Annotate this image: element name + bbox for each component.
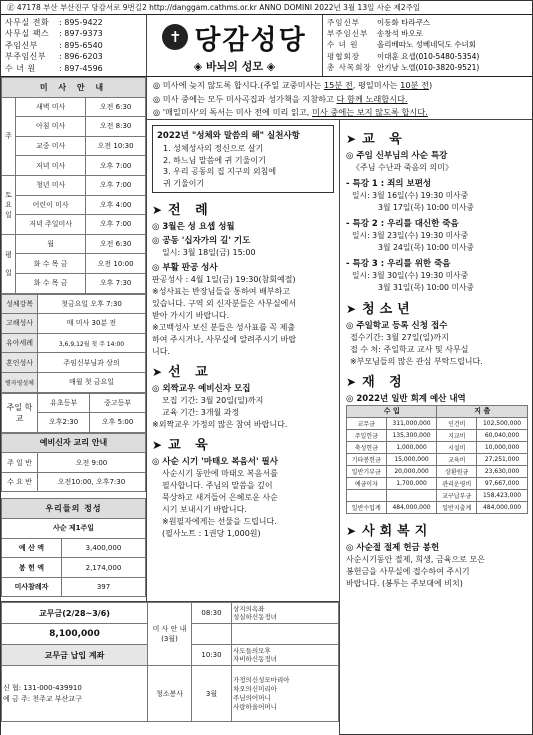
header-address-text: ㊣ 47178 부산 부산진구 당감서로 9번길2 http://danggam.cathms.or.kr ANNO DOMINI 2022년 3월 13일 사순 제2주일: [7, 3, 421, 12]
table-row: 오후2:30 오후 5:00: [2, 413, 146, 433]
notice-line: ◎ 미사 중에는 모두 미사곡집과 성가책을 지참하고 다 함께 노래합시다.: [153, 93, 408, 104]
bottom-block: [1, 601, 340, 735]
table-row: 유아세례 3,6,9,12월 첫 주 14:00: [2, 333, 146, 353]
budget-table: 수 입 지 출 교무금 311,000,000 인건비 102,500,000 주일헌금 135,300,000 지교비 60,040,000 축성헌금 1,000,000 시설비 10,000,000 기타봉헌금 15,000,000 교육비 27,251,000 일반기부금 20,000,000 상환원금 23,630,000 예금이자 1,700,000 관리운영비 97,667,000 교구납부금 158,423,000 일반수입계 484,000,000 일반지출계 484,000,000: [346, 405, 528, 514]
table-row: 혼인성사 주임신부님과 상의: [2, 353, 146, 373]
staff-row: 주임신부 이동화 타라쿠스: [327, 18, 431, 27]
contact-info: [1, 15, 147, 76]
table-row: 성체강복 첫금요일 오후 7:30: [2, 294, 146, 314]
table-row: 병자영성체 매월 첫 금요일: [2, 372, 146, 392]
arrow-icon: ➤: [346, 301, 357, 316]
table-row: 교무금(2/28~3/6) 미 사 안 내 (3월) 08:30 상지의옥좌 성실하신동정녀: [2, 603, 339, 624]
contact-row: 주임신부 : 895-6540: [5, 40, 103, 50]
catechumen-table: 예비신자 교리 안내 주 일 반 오전 9:00 수 요 반 오전10:00, 오후7:30: [1, 433, 146, 493]
arrow-icon: ➤: [152, 203, 163, 217]
table-row: 일반수입계 484,000,000 일반지출계 484,000,000: [347, 501, 528, 513]
mass-notices: [147, 77, 532, 120]
table-row: 화 수 목 금 오전 10:00: [2, 254, 146, 274]
staff-row: 수 녀 원 올리베따노 성베네딕도 수녀회: [327, 40, 476, 50]
welfare-heading: ➤ 사회복지: [346, 523, 433, 539]
table-row: 주일 학교 유초등부 중고등부: [2, 393, 146, 413]
parish-subtitle: ◈ 바뇌의 성모 ◈: [193, 59, 276, 73]
contact-row: 사무실 팩스 : 897-9373: [5, 29, 103, 39]
table-row: 예 산 액 3,400,000: [2, 538, 146, 558]
arrow-icon: ➤: [346, 374, 357, 389]
staff-row: 평협회장 이대훈 요셉(010-5480-5354): [327, 51, 480, 61]
staff-row: 총 사목회장 안기남 노엘(010-3820-9521): [327, 62, 480, 72]
sunday-school-table: [1, 393, 146, 433]
table-row: 화 수 목 금 오후 7:30: [2, 273, 146, 293]
theme-box: 2022년 "성체와 말씀의 해" 실천사항 1. 성체성사의 정신으로 살기 2. 하느님 말씀에 귀 기울이기 3. 우리 공동의 집 지구의 외침에 귀 기울이기: [152, 125, 334, 193]
table-row: 수 요 반 오전10:00, 오후7:30: [2, 472, 146, 492]
finance-heading: ➤ 재 정: [346, 374, 407, 390]
table-row: 저녁 미사 오후 7:00: [2, 156, 146, 176]
table-row: 일반기부금 20,000,000 상환원금 23,630,000: [347, 465, 528, 477]
cross-logo-icon: ✝: [162, 24, 188, 50]
table-row: 8,100,000: [2, 624, 339, 645]
table-row: 주일헌금 135,300,000 지교비 60,040,000: [347, 429, 528, 441]
column-right: ➤ 교 육 ◎ 주임 신부님의 사순 특강 《주님 수난과 죽음의 의미》 - 특강 1 : 죄의 보편성 일시: 3월 16일(수) 19:30 미사중 3월 17일(목) 10:00 미사중 - 특강 2 : 우리를 대신한 죽음 일시: 3월 23일(수) 19:30 미사중 3월 24일(목) 10:00 미사중 - 특강 3 : 우리를 위한 죽음 일시: 3월 30일(수) 19:30 미사중 3월 31일(목) 10:00 미사중 ➤ 청소년 ◎ 주일학교 등록 신청 접수 접수기간: 3월 27일(일)까지 접 수 처: 주일학교 교사 및 사무실 ※부모님들의 많은 관심 부탁드립니다. ➤ 재 정 ◎ 2022년 일반 회계 예산 내역 수 입 지 출 교무금 311,000,000 인건비 102,500,000 주일헌금 135,300,000 지교비 60,040,000 축성헌금 1,000,000 시설비 10,000,000 기타봉헌금 15,000,000 교육비 27,251,000 일반기부금 20,000,000 상환원금 23,630,000 예금이자 1,700,000 관리운영비 97,667,000 교구납부금 158,423,000 일반수입계 484,000,000 일반지출계 484,000,000 ➤ 사회복지 ◎ 사순절 절제 헌금 봉헌 사순시기동안 절제, 희생, 금육으로 모은 봉헌금을 사무실에 접수하여 주시기 바랍니다. (봉투는 주보대에 비치): [340, 120, 532, 734]
table-row: 어린이 미사 오후 4:00: [2, 195, 146, 215]
table-row: 교구납부금 158,423,000: [347, 489, 528, 501]
table-row: 주 일 반 오전 9:00: [2, 453, 146, 473]
staff-row: 부주임신부 송창석 바오로: [327, 29, 423, 39]
table-row: 교중 미사 오전 10:30: [2, 136, 146, 156]
table-row: 봉 헌 액 2,174,000: [2, 558, 146, 578]
table-row: 주 새벽 미사 오전 6:30: [2, 97, 146, 117]
youth-heading: ➤ 청소년: [346, 301, 415, 317]
lecture-heading: ➤ 교 육: [346, 132, 407, 147]
table-row: 신 협: 131-000-439910 예 금 주: 천주교 부산교구 청소봉사 3월 가정의신성모마리아 차오의신미리아 주님의어머니 사랑하올어머니: [2, 666, 339, 722]
header-address-bar: [1, 1, 532, 15]
table-row: 축성헌금 1,000,000 시설비 10,000,000: [347, 441, 528, 453]
arrow-icon: ➤: [346, 523, 357, 538]
table-row: 토 요 일 청년 미사 오후 7:00: [2, 175, 146, 195]
table-row: 아침 미사 오전 8:30: [2, 117, 146, 137]
staff-info: [323, 15, 532, 76]
table-row: 평 일 월 오전 6:30: [2, 234, 146, 254]
table-row: 고해성사 매 미사 30분 전: [2, 314, 146, 334]
table-row: 미사참례자 397: [2, 577, 146, 597]
table-row: 교무금 납입 계좌 10:30 사도들의모후 자비하신동정녀: [2, 645, 339, 666]
parish-brand: [147, 15, 323, 76]
mass-header: 미 사 안 내: [2, 78, 146, 98]
masthead: [1, 15, 532, 77]
arrow-icon: ➤: [152, 438, 163, 452]
column-middle: 2022년 "성체와 말씀의 해" 실천사항 1. 성체성사의 정신으로 살기 2. 하느님 말씀에 귀 기울이기 3. 우리 공동의 집 지구의 외침에 귀 기울이기 ➤ 전 례 ◎ 3월은 성 요셉 성월 ◎ 공동 '십자가의 길' 기도 일시: 3월 18일(금) 15:00 ◎ 부활 판공 성사 판공성사 : 4월 1일(금) 19:30(참회예절) ※성사표는 반장님들을 통하여 배부하고 있습니다. 구역 외 신자분들은 사무실에서 받아 가시기 바랍니다. ※고백성사 보신 분들은 성사표를 꼭 제출 하여 주시거나, 사무실에 알려주시기 바랍 니다. ➤ 선 교 ◎ 외짝교우 예비신자 모집 모집 기간: 3월 20일(일)까지 교육 기간: 3개월 과정 ※외짝교우 가정의 많은 참여 바랍니다. ➤ 교 육 ◎ 사순 시기 '마태오 복음서' 필사 사순시기 동안에 마태오 복음서를 필사합니다. 주님의 말씀을 깊이 묵상하고 새겨들어 은혜로운 사순 시기 보내시기 바랍니다. ※원필자에게는 선물을 드립니다. (필사노트 : 1권당 1,000원): [147, 120, 340, 734]
table-row: 기타봉헌금 15,000,000 교육비 27,251,000: [347, 453, 528, 465]
notice-line: ◎ '매일미사'의 독서는 미사 전에 미리 읽고, 미사 중에는 보지 않도록 합시다.: [153, 107, 428, 117]
sacrament-table: [1, 294, 146, 393]
parish-title: 당감성당: [194, 24, 307, 56]
arrow-icon: ➤: [152, 365, 163, 379]
offering-table: 우리들의 정성 사순 제1주일 예 산 액 3,400,000 봉 헌 액 2,174,000 미사참례자 397: [1, 498, 146, 597]
notice-line: ◎ 미사에 늦지 않도록 합시다.(주일 교중미사는 15분 전, 평일미사는 10분 전): [153, 80, 433, 90]
liturgy-heading: ➤ 전 례: [152, 203, 213, 218]
education-heading: ➤ 교 육: [152, 438, 213, 453]
mass-schedule-table: [1, 77, 146, 294]
contact-row: 수 녀 원 : 897-4596: [5, 63, 103, 73]
arrow-icon: ➤: [346, 132, 357, 146]
contact-row: 부주임신부 : 896-6203: [5, 52, 103, 62]
mission-heading: ➤ 선 교: [152, 365, 213, 380]
table-row: 교무금 311,000,000 인건비 102,500,000: [347, 417, 528, 429]
contact-row: 사무실 전화 : 895-9422: [5, 18, 103, 27]
table-row: 예금이자 1,700,000 관리운영비 97,667,000: [347, 477, 528, 489]
table-row: 저녁 주일미사 오후 7:00: [2, 215, 146, 235]
